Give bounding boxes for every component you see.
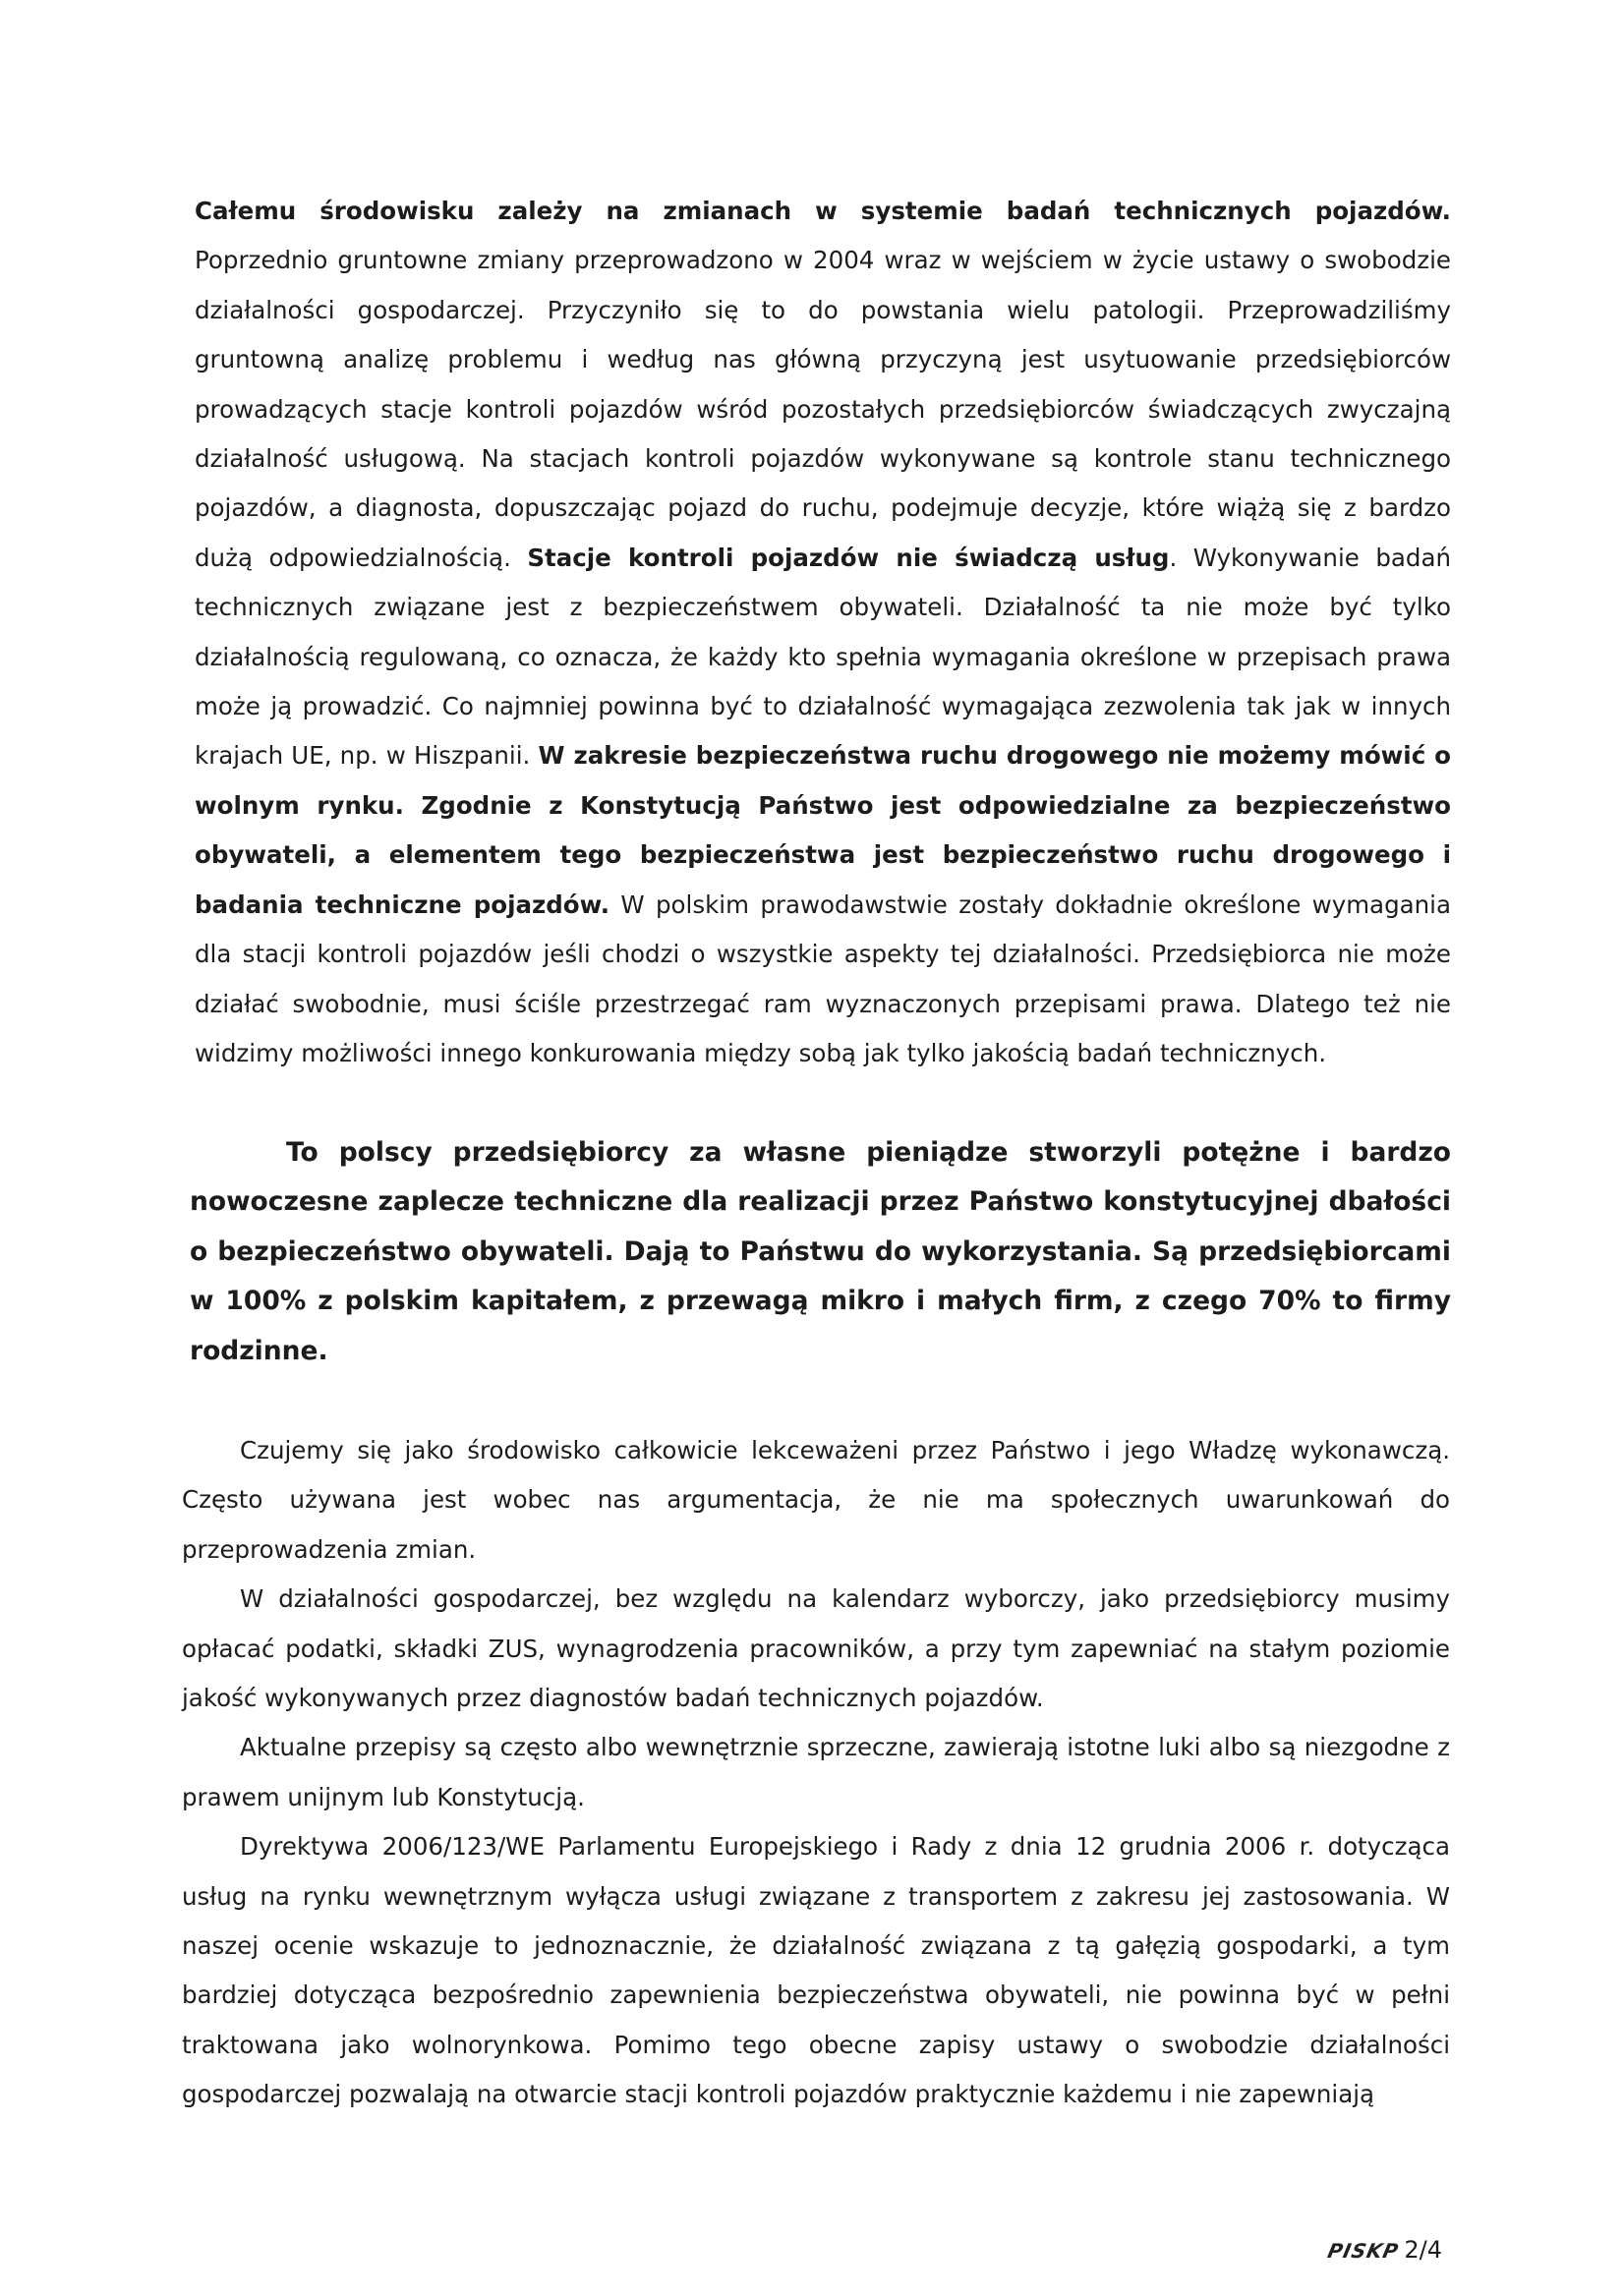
paragraph-text: . Wykonywanie badań technicznych związane jest z bezpieczeństwem obywateli. Działalność ta nie może być tylko działalnością regulowaną, co oznacza, że każdy kto spełnia wymagania określone w przepisach prawa może ją prowadzić. Co najmniej powinna być to działalność wymagająca zezwolenia tak jak w innych krajach UE, np. w Hiszpanii.: [195, 543, 1451, 771]
page-footer: [1325, 2236, 1442, 2264]
page-number: 2/4: [1404, 2236, 1442, 2264]
paragraph-text: Poprzednio gruntowne zmiany przeprowadzono w 2004 wraz w wejściem w życie ustawy o swobodzie działalności gospodarczej. Przyczyniło się to do powstania wielu patologii. Przeprowadziliśmy gruntowną analizę problemu i według nas główną przyczyną jest usytuowanie przedsiębiorców prowadzących stacje kontroli pojazdów wśród pozostałych przedsiębiorców świadczących zwyczajną działalność usługową. Na stacjach kontroli pojazdów wykonywane są kontrole stanu technicznego pojazdów, a diagnosta, dopuszczając pojazd do ruchu, podejmuje decyzje, które wiążą się z bardzo dużą odpowiedzialnością.: [195, 246, 1451, 572]
text-block-closing: [182, 1426, 1450, 2120]
bold-statement: Stacje kontroli pojazdów nie świadczą usług: [527, 543, 1170, 572]
bold-heading-sentence: Całemu środowisku zależy na zmianach w systemie badań technicznych pojazdów.: [195, 197, 1451, 225]
paragraph-3: Czujemy się jako środowisko całkowicie lekceważeni przez Państwo i jego Władzę wykonawczą. Często używana jest wobec nas argumentacja, że nie ma społecznych uwarunkowań do przeprowadzenia zmian.: [182, 1436, 1450, 1564]
bold-statement: W zakresie bezpieczeństwa ruchu drogowego nie możemy mówić o wolnym rynku. Zgodnie z Konstytucją Państwo jest odpowiedzialne za bezpieczeństwo obywateli, a elementem tego bezpieczeństwa jest bezpieczeństwo ruchu drogowego i badania techniczne pojazdów.: [195, 741, 1451, 919]
paragraph-6: Dyrektywa 2006/123/WE Parlamentu Europejskiego i Rady z dnia 12 grudnia 2006 r. dotycząca usług na rynku wewnętrznym wyłącza usługi związane z transportem z zakresu jej zastosowania. W naszej ocenie wskazuje to jednoznacznie, że działalność związana z tą gałęzią gospodarki, a tym bardziej dotycząca bezpośrednio zapewnienia bezpieczeństwa obywateli, nie powinna być w pełni traktowana jako wolnorynkowa. Pomimo tego obecne zapisy ustawy o swobodzie działalności gospodarczej pozwalają na otwarcie stacji kontroli pojazdów praktycznie każdemu i nie zapewniają: [182, 1832, 1450, 2109]
paragraph-5: Aktualne przepisy są często albo wewnętrznie sprzeczne, zawierają istotne luki albo są niezgodne z prawem unijnym lub Konstytucją.: [182, 1733, 1450, 1811]
text-block-bold: [190, 1128, 1451, 1376]
paragraph-2: To polscy przedsiębiorcy za własne pieniądze stworzyli potężne i bardzo nowoczesne zaplecze techniczne dla realizacji przez Państwo konstytucyjnej dbałości o bezpieczeństwo obywateli. Dają to Państwu do wykorzystania. Są przedsiębiorcami w 100% z polskim kapitałem, z przewagą mikro i małych firm, z czego 70% to firmy rodzinne.: [190, 1137, 1451, 1366]
organization-logo: PISKP: [1325, 2239, 1401, 2263]
paragraph-4: W działalności gospodarczej, bez względu na kalendarz wyborczy, jako przedsiębiorcy musimy opłacać podatki, składki ZUS, wynagrodzenia pracowników, a przy tym zapewniać na stałym poziomie jakość wykonywanych przez diagnostów badań technicznych pojazdów.: [182, 1584, 1450, 1713]
paragraph-1: [195, 187, 1451, 1078]
text-block-intro: [195, 187, 1451, 1078]
paragraph-text: W polskim prawodawstwie zostały dokładnie określone wymagania dla stacji kontroli pojazdów jeśli chodzi o wszystkie aspekty tej działalności. Przedsiębiorca nie może działać swobodnie, musi ściśle przestrzegać ram wyznaczonych przepisami prawa. Dlatego też nie widzimy możliwości innego konkurowania między sobą jak tylko jakością badań technicznych.: [195, 890, 1451, 1067]
